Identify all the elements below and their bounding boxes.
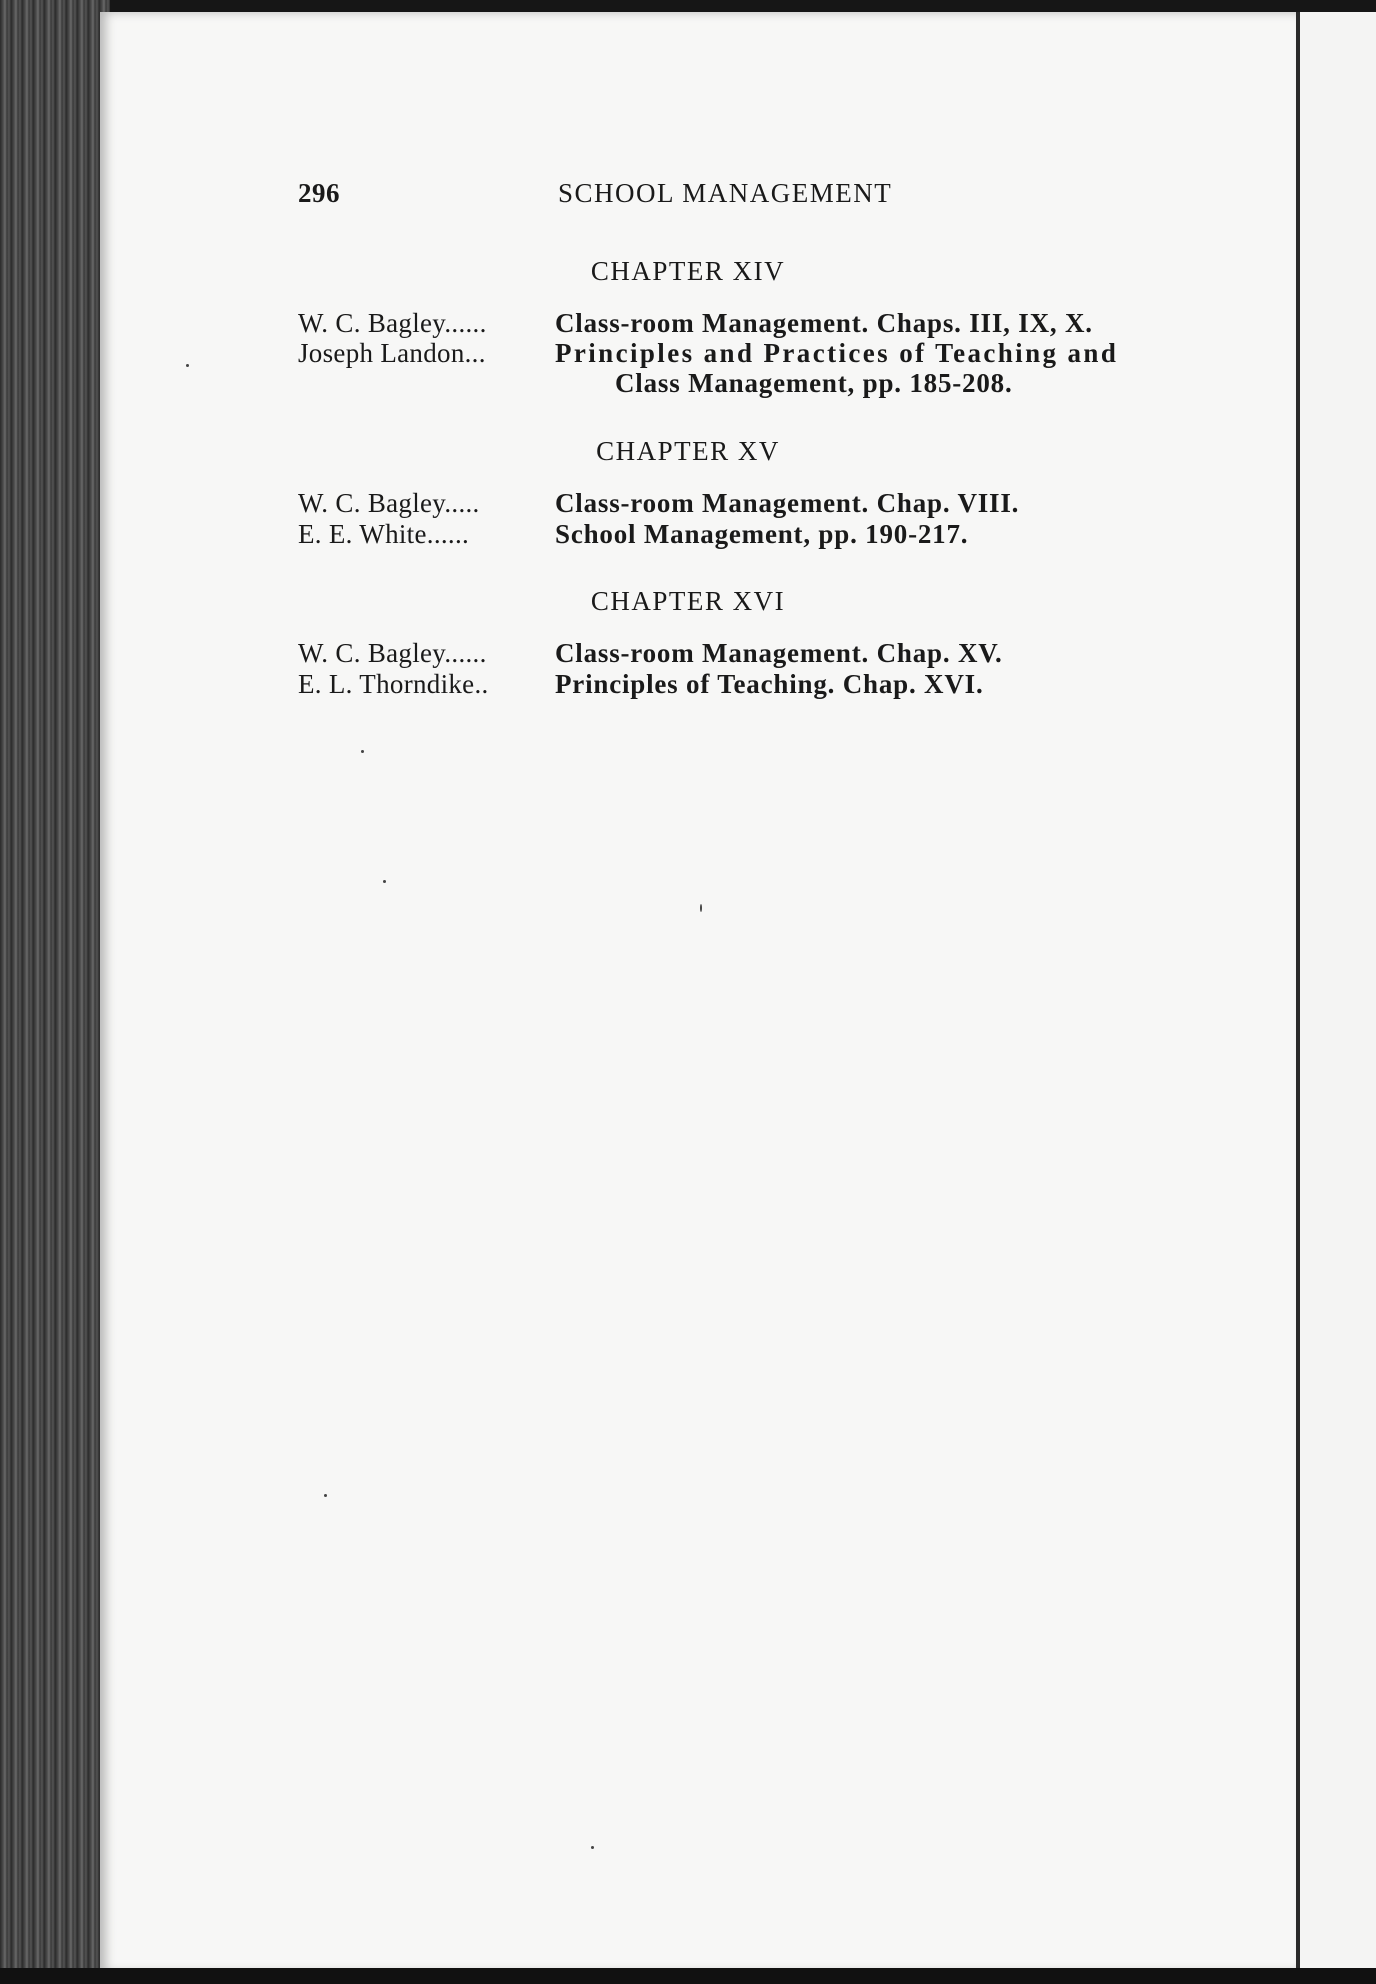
chapter-heading: CHAPTER XIV [590, 256, 786, 286]
reference-work-continuation: Class Management, pp. 185-208. [615, 368, 1013, 398]
chapter-heading: CHAPTER XV [596, 436, 780, 466]
chapter-heading: CHAPTER XVI [590, 586, 786, 616]
scan-speck [361, 750, 364, 753]
reference-author: W. C. Bagley...... [298, 638, 487, 668]
book-fore-edge [0, 0, 110, 1984]
scan-top-border [0, 0, 1376, 12]
reference-work: Class-room Management. Chaps. III, IX, X. [555, 308, 1093, 338]
reference-entry [298, 669, 984, 700]
reference-author: W. C. Bagley..... [298, 488, 480, 518]
page-number: 296 [298, 178, 340, 208]
reference-author: W. C. Bagley...... [298, 308, 487, 338]
reference-entry [298, 338, 1118, 369]
book-page [100, 12, 1298, 1972]
reference-work: Principles of Teaching. Chap. XVI. [555, 669, 984, 699]
reference-author: E. L. Thorndike.. [298, 669, 489, 699]
running-title: SCHOOL MANAGEMENT [558, 178, 893, 208]
reference-author: E. E. White...... [298, 519, 470, 549]
scan-speck [186, 364, 189, 367]
reference-work: Class-room Management. Chap. XV. [555, 638, 1003, 668]
reference-entry [298, 638, 1003, 669]
reference-work: Class-room Management. Chap. VIII. [555, 488, 1020, 518]
scan-speck [383, 880, 386, 883]
scan-bottom-border [0, 1968, 1376, 1984]
scan-speck [591, 1846, 594, 1849]
scan-speck [700, 904, 702, 912]
reference-work: Principles and Practices of Teaching and [555, 338, 1119, 368]
reference-work: School Management, pp. 190-217. [555, 519, 969, 549]
facing-page-edge [1300, 12, 1376, 1972]
reference-entry [298, 488, 1019, 519]
reference-author: Joseph Landon... [298, 338, 486, 368]
reference-entry [298, 519, 968, 550]
reference-entry [298, 308, 1093, 339]
scan-speck [324, 1494, 327, 1497]
